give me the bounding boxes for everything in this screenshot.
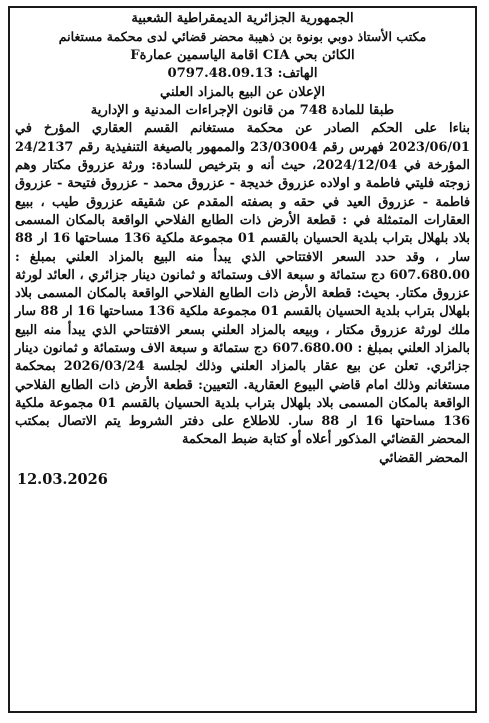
republic-heading: الجمهورية الجزائرية الديمقراطية الشعبية (131, 11, 354, 26)
announcement-title: الإعلان عن البيع بالمزاد العلني (159, 84, 326, 100)
notice-date: 12.03.2026 (17, 471, 108, 489)
notice-body: بناءا على الحكم الصادر عن محكمة مستغانم القسم العقاري المؤرخ في 2023/06/01 فهرس رقم 23/03004 والممهور بالصيغة التنفيذية رقم 24/2137 المؤرخة في 2024/12/04، حيث أنه و بترخيص للسادة: ورثة عزروق مكتار وهم زوجته فليتي فاطمة و اولاده عزروق خديجة - عزروق محمد - عزروق فتيحة - عزروق فاطمة - عزروق العيد في حقه و بصفته المقدم عن شقيقه عزروق طيب ، ببيع العقارات المتمثلة في : قطعة الأرض ذات الطابع الفلاحي الواقعة بالمكان المسمى بلاد بلهلال بتراب بلدية الحسيان بالقسم 01 مجموعة ملكية 136 مساحتها 16 ار 88 سار ، وقد حدد السعر الافتتاحي الذي يبدأ منه البيع بالمزاد العلني بمبلغ : 607.680.00 دج ستمائة و سبعة الاف وستمائة و ثمانون دينار جزائري ، العائد لورثة عزروق مكتار. بحيث: قطعة الأرض ذات الطابع الفلاحي الواقعة بالمكان المسمى بلاد بلهلال بتراب بلدية الحسيان بالقسم 01 مجموعة ملكية 136 مساحتها 16 ار 88 سار ملك لورثة عزروق مكتار ، وبيعه بالمزاد العلني بسعر الافتتاحي الذي يبدأ منه البيع بالمزاد العلني بمبلغ : 607.680.00 دج ستمائة و سبعة الاف وستمائة و ثمانون دينار جزائري. تعلن عن بيع عقار بالمزاد العلني وذلك لجلسة 2026/03/24 بمحكمة مستغانم وذلك امام قاضي البيوع العقارية. التعيين: قطعة الأرض ذات الطابع الفلاحي الواقعة بالمكان المسمى بلاد بلهلال بتراب بلدية الحسيان بالقسم 01 مجموعة ملكية 136 مساحتها 16 ار 88 سار. للاطلاع على دفتر الشروط يتم الاتصال بمكتب المحضر القضائي المذكور أعلاه أو كتابة ضبط المحكمة (15, 121, 471, 448)
legal-notice (8, 6, 477, 713)
office-address: الكائن بحي CIA اقامة الياسمين عمارةF (130, 47, 355, 63)
bailiff-office-line: مكتب الأستاذ دوبي بونوة بن ذهيبة محضر قضائي لدى محكمة مستغانم (58, 29, 427, 45)
legal-basis: طبقا للمادة 748 من قانون الإجراءات المدنية و الإدارية (90, 103, 395, 119)
signer-title: المحضر القضائي (379, 450, 468, 466)
office-phone: الهاتف: 0797.48.09.13 (167, 66, 318, 82)
